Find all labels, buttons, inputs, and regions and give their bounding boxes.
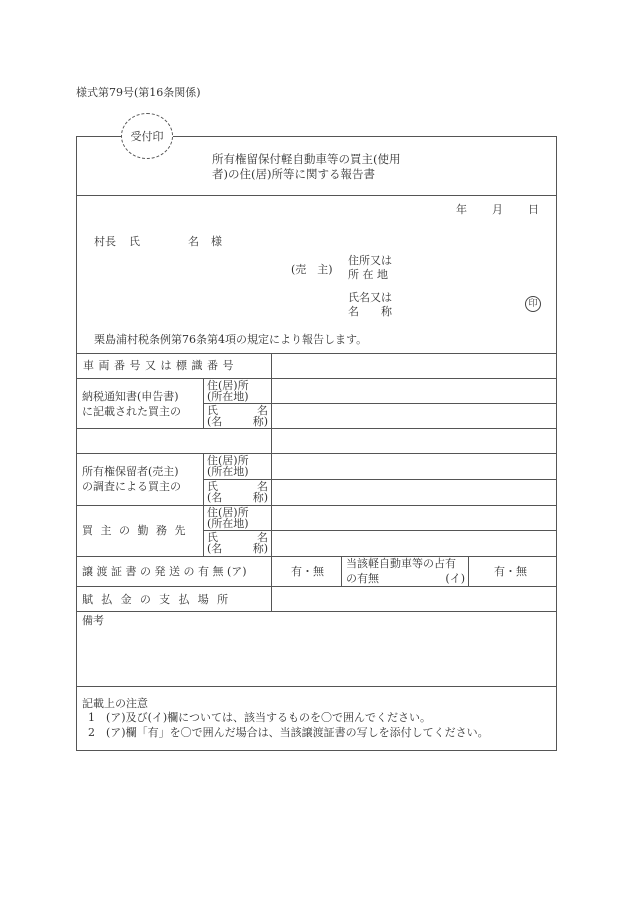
notice-buyer-label-2: に記載された買主の bbox=[82, 405, 181, 418]
row-line bbox=[76, 611, 557, 612]
vehicle-number-field[interactable] bbox=[273, 355, 555, 377]
sub-address-text: 住(居)所 bbox=[207, 379, 249, 392]
sub-name-text: 氏 bbox=[207, 531, 218, 544]
reception-stamp bbox=[121, 113, 173, 159]
workplace-label: 買 主 の 勤 務 先 bbox=[82, 524, 188, 537]
row-line bbox=[76, 505, 557, 506]
blank-row-field[interactable] bbox=[273, 430, 555, 452]
sub-name-text: 氏 bbox=[207, 404, 218, 417]
seller-role: (売 主) bbox=[291, 263, 333, 276]
investigated-buyer-label-1: 所有権保留者(売主) bbox=[82, 465, 179, 478]
sub-name-text: 称) bbox=[252, 542, 268, 555]
sub-name-text: 名 bbox=[257, 480, 268, 493]
remarks-label: 備考 bbox=[82, 614, 104, 627]
row-line bbox=[76, 353, 557, 354]
seller-address-label-2: 所 在 地 bbox=[348, 268, 388, 281]
col-line bbox=[468, 556, 469, 586]
reception-stamp-label: 受付印 bbox=[130, 130, 164, 143]
investigated-buyer-label-2: の調査による買主の bbox=[82, 480, 181, 493]
addressee-prefix: 村長 bbox=[94, 235, 116, 248]
possession-yes-no[interactable]: 有・無 bbox=[494, 565, 527, 578]
sub-name-text: 名 bbox=[257, 404, 268, 417]
frame-left bbox=[76, 136, 77, 751]
vehicle-number-label: 車 両 番 号 又 は 標 識 番 号 bbox=[83, 359, 234, 372]
addressee-shi: 氏 bbox=[129, 235, 140, 248]
notice-buyer-label-1: 納税通知書(申告書) bbox=[82, 390, 179, 403]
transfer-cert-label: 譲 渡 証 書 の 発 送 の 有 無 (ア) bbox=[82, 565, 247, 578]
col-line bbox=[203, 453, 204, 556]
form-number: 様式第79号(第16条関係) bbox=[76, 86, 201, 99]
row-line bbox=[76, 556, 557, 557]
sub-name-label-2 bbox=[207, 542, 268, 555]
sub-name-text: 称) bbox=[252, 491, 268, 504]
notes-item-1: 1 (ア)及び(イ)欄については、該当するものを〇で囲んでください。 bbox=[88, 711, 431, 724]
col-line bbox=[203, 378, 204, 428]
investigated-buyer-address-field[interactable] bbox=[273, 455, 555, 478]
sub-name-text: 氏 bbox=[207, 480, 218, 493]
sub-name-label-2 bbox=[207, 491, 268, 504]
possession-label-2 bbox=[346, 572, 465, 585]
sub-name-text: (名 bbox=[207, 542, 223, 555]
date-year[interactable]: 年 bbox=[456, 203, 467, 216]
sub-name-text: (名 bbox=[207, 491, 223, 504]
notes-item-2: 2 (ア)欄「有」を〇で囲んだ場合は、当該譲渡証書の写しを添付してください。 bbox=[88, 726, 489, 739]
sub-address-label-1: 住(居)所 bbox=[207, 506, 249, 519]
possession-text: (イ) bbox=[445, 572, 465, 585]
col-line bbox=[271, 353, 272, 611]
sub-name-text: (名 bbox=[207, 415, 223, 428]
notes-heading: 記載上の注意 bbox=[82, 697, 148, 710]
sub-address-label-1: 住(居)所 bbox=[207, 454, 249, 467]
remarks-field[interactable] bbox=[78, 628, 554, 684]
sub-name-label-2 bbox=[207, 415, 268, 428]
row-line bbox=[76, 378, 557, 379]
title-line-1: 所有権留保付軽自動車等の買主(使用 bbox=[212, 152, 401, 166]
sub-address-label-2: (所在地) bbox=[207, 465, 249, 478]
workplace-name-field[interactable] bbox=[273, 532, 555, 555]
notice-buyer-address-field[interactable] bbox=[273, 380, 555, 402]
seal-icon: 印 bbox=[525, 296, 541, 312]
row-line bbox=[76, 686, 557, 687]
sub-address-label-2: (所在地) bbox=[207, 517, 249, 530]
sub-name-text: 名 bbox=[257, 531, 268, 544]
notice-buyer-name-field[interactable] bbox=[273, 405, 555, 427]
statement: 栗島浦村税条例第76条第4項の規定により報告します。 bbox=[94, 333, 368, 346]
divider bbox=[76, 195, 557, 196]
date-month[interactable]: 月 bbox=[492, 203, 503, 216]
frame-bottom bbox=[76, 750, 557, 751]
seller-name-label-1: 氏名又は bbox=[348, 291, 392, 304]
payment-place-label: 賦 払 金 の 支 払 場 所 bbox=[82, 593, 231, 606]
sub-name-text: 称) bbox=[252, 415, 268, 428]
seller-name-label-2: 名 称 bbox=[348, 305, 392, 318]
frame-right bbox=[556, 136, 557, 751]
row-line bbox=[76, 453, 557, 454]
addressee-sama: 様 bbox=[211, 235, 222, 248]
col-line bbox=[341, 556, 342, 586]
addressee-mei: 名 bbox=[188, 235, 199, 248]
title-line-2: 者)の住(居)所等に関する報告書 bbox=[212, 167, 375, 181]
seller-address-label-1: 住所又は bbox=[348, 254, 392, 267]
possession-label-1: 当該軽自動車等の占有 bbox=[346, 557, 456, 570]
row-line bbox=[76, 586, 557, 587]
possession-text: の有無 bbox=[346, 572, 379, 585]
workplace-address-field[interactable] bbox=[273, 507, 555, 529]
sub-address-label-2: (所在地) bbox=[207, 390, 249, 403]
row-line bbox=[76, 428, 557, 429]
investigated-buyer-name-field[interactable] bbox=[273, 481, 555, 504]
date-day[interactable]: 日 bbox=[528, 203, 539, 216]
transfer-cert-yes-no[interactable]: 有・無 bbox=[291, 565, 324, 578]
payment-place-field[interactable] bbox=[273, 588, 555, 610]
